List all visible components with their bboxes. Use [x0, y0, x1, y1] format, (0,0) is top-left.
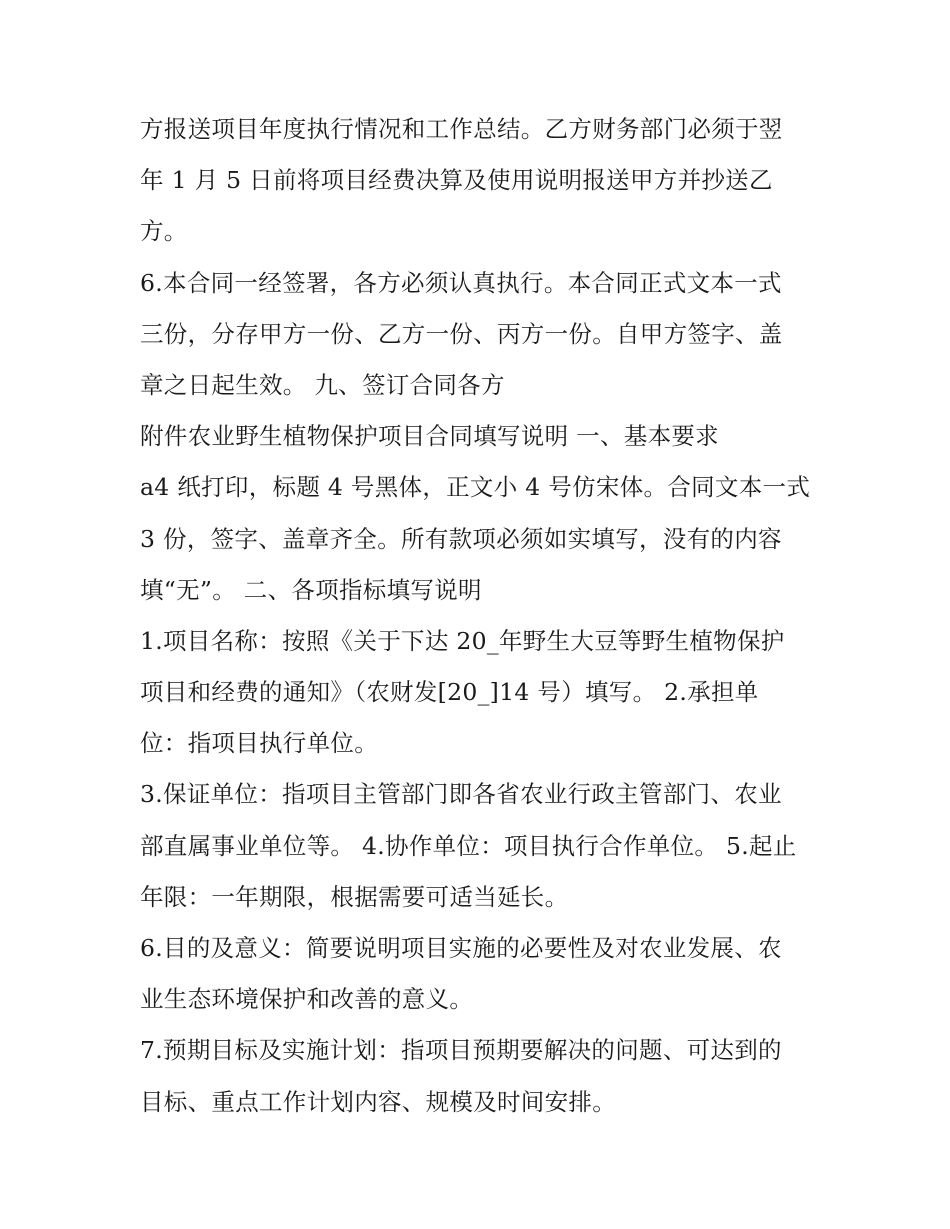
text-line: a4 纸打印，标题 4 号黑体，正文小 4 号仿宋体。合同文本一式 [140, 473, 811, 502]
text-line: 3.保证单位：指项目主管部门即各省农业行政主管部门、农业 [140, 780, 782, 809]
text-line: 年 1 月 5 日前将项目经费决算及使用说明报送甲方并抄送乙 [140, 166, 773, 195]
text-line: 年限：一年期限，根据需要可适当延长。 [140, 882, 569, 911]
text-line: 3 份，签字、盖章齐全。所有款项必须如实填写，没有的内容 [140, 524, 782, 553]
text-line: 方报送项目年度执行情况和工作总结。乙方财务部门必须于翌 [140, 115, 783, 143]
text-line: 项目和经费的通知》（农财发[20_]14 号）填写。 2.承担单 [140, 678, 759, 707]
text-line: 目标、重点工作计划内容、规模及时间安排。 [140, 1087, 616, 1116]
document-body [140, 104, 820, 1128]
text-line: 6.本合同一经签署，各方必须认真执行。本合同正式文本一式 [140, 268, 782, 297]
text-line: 部直属事业单位等。 4.协作单位：项目执行合作单位。 5.起止 [140, 831, 797, 860]
text-line: 位：指项目执行单位。 [140, 729, 378, 758]
text-line: 章之日起生效。 九、签订合同各方 [140, 370, 505, 399]
text-line: 1.项目名称：按照《关于下达 20_年野生大豆等野生植物保护 [140, 626, 785, 655]
text-line: 6.目的及意义：简要说明项目实施的必要性及对农业发展、农 [140, 934, 782, 962]
text-line: 附件农业野生植物保护项目合同填写说明 一、基本要求 [140, 422, 719, 451]
text-line: 填“无”。 二、各项指标填写说明 [140, 575, 482, 604]
text-line: 7.预期目标及实施计划：指项目预期要解决的问题、可达到的 [140, 1036, 782, 1065]
text-line: 方。 [140, 217, 188, 246]
text-line: 业生态环境保护和改善的意义。 [140, 985, 474, 1014]
text-line: 三份，分存甲方一份、乙方一份、丙方一份。自甲方签字、盖 [140, 319, 783, 348]
